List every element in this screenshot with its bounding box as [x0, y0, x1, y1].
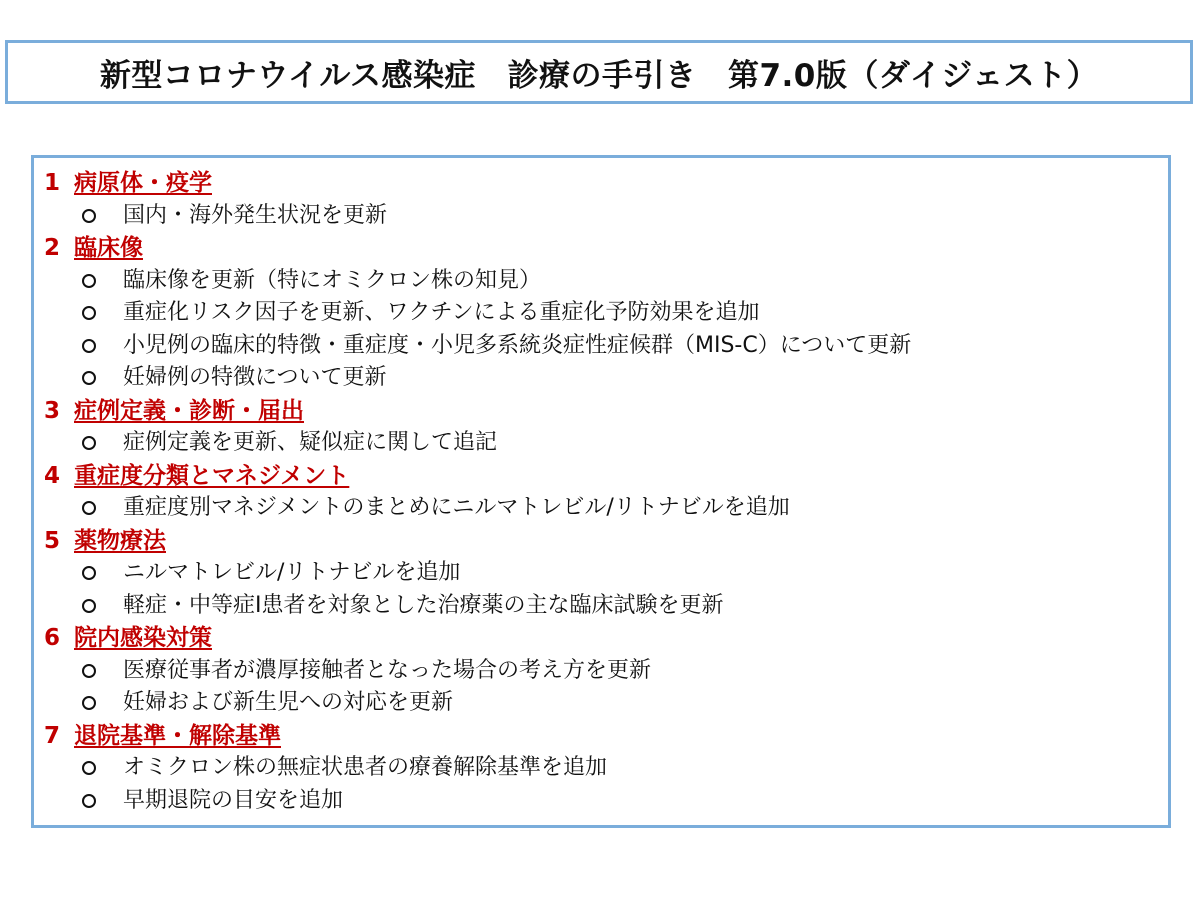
section-number: 2: [44, 235, 61, 261]
section-title: 重症度分類とマネジメント: [74, 462, 350, 489]
list-item: [44, 785, 1168, 818]
section-list: [44, 167, 1168, 817]
list-item-text: 国内・海外発生状況を更新: [123, 202, 388, 228]
circle-bullet-icon: [82, 209, 96, 223]
list-item-text: 臨床像を更新（特にオミクロン株の知見）: [123, 267, 542, 293]
list-item-text: 医療従事者が濃厚接触者となった場合の考え方を更新: [123, 657, 652, 683]
section-title: 症例定義・診断・届出: [74, 397, 304, 424]
section-heading: [44, 232, 1168, 265]
list-item: [44, 427, 1168, 460]
list-item-text: 重症化リスク因子を更新、ワクチンによる重症化予防効果を追加: [123, 300, 760, 325]
circle-bullet-icon: [82, 339, 96, 353]
list-item-text: 重症度別マネジメントのまとめにニルマトレビル/リトナビルを追加: [123, 495, 790, 520]
list-item-text: 妊婦および新生児への対応を更新: [123, 690, 454, 715]
title-box: [5, 40, 1193, 104]
section-heading-text: [44, 528, 166, 554]
section-title: 退院基準・解除基準: [74, 722, 281, 749]
section-4: [44, 460, 1168, 525]
section-heading: [44, 525, 1168, 558]
list-item-text: オミクロン株の無症状患者の療養解除基準を追加: [123, 755, 608, 780]
section-heading-text: [44, 723, 281, 749]
circle-bullet-icon: [82, 274, 96, 288]
section-heading: [44, 460, 1168, 493]
section-title: 院内感染対策: [74, 625, 212, 651]
section-title: 薬物療法: [74, 527, 166, 554]
circle-bullet-icon: [82, 501, 96, 515]
page-title: 新型コロナウイルス感染症 診療の手引き 第7.0版（ダイジェスト）: [99, 57, 1099, 94]
list-item-text: 小児例の臨床的特徴・重症度・小児多系統炎症性症候群（MIS-C）について更新: [123, 332, 912, 358]
circle-bullet-icon: [82, 371, 96, 385]
list-item: [44, 330, 1168, 363]
list-item-text: ニルマトレビル/リトナビルを追加: [123, 560, 461, 585]
section-number: 7: [44, 722, 61, 749]
circle-bullet-icon: [82, 306, 96, 320]
list-item: [44, 297, 1168, 330]
list-item: [44, 687, 1168, 720]
list-item: [44, 557, 1168, 590]
section-number: 3: [44, 397, 61, 424]
list-item-text: 軽症・中等症Ⅰ患者を対象とした治療薬の主な臨床試験を更新: [123, 592, 724, 618]
list-item: [44, 200, 1168, 233]
section-heading-text: [44, 235, 143, 261]
section-heading-text: [44, 463, 349, 489]
section-title: 臨床像: [74, 235, 143, 261]
section-1: [44, 167, 1168, 232]
update-summary-box: [31, 155, 1171, 828]
section-number: 6: [44, 625, 61, 651]
list-item: [44, 590, 1168, 623]
circle-bullet-icon: [82, 436, 96, 450]
circle-bullet-icon: [82, 566, 96, 580]
section-heading: [44, 395, 1168, 428]
section-heading-text: [44, 625, 212, 651]
section-heading-text: [44, 398, 304, 424]
section-heading: [44, 720, 1168, 753]
circle-bullet-icon: [82, 696, 96, 710]
section-7: [44, 720, 1168, 818]
list-item: [44, 492, 1168, 525]
circle-bullet-icon: [82, 761, 96, 775]
section-number: 1: [44, 170, 61, 196]
section-heading-text: [44, 170, 212, 196]
list-item: [44, 362, 1168, 395]
section-6: [44, 622, 1168, 720]
section-number: 5: [44, 527, 61, 554]
section-number: 4: [44, 462, 61, 489]
list-item: [44, 655, 1168, 688]
circle-bullet-icon: [82, 664, 96, 678]
section-heading: [44, 167, 1168, 200]
list-item: [44, 265, 1168, 298]
list-item-text: 妊婦例の特徴について更新: [123, 365, 387, 390]
section-5: [44, 525, 1168, 623]
circle-bullet-icon: [82, 794, 96, 808]
section-2: [44, 232, 1168, 395]
section-title: 病原体・疫学: [74, 170, 212, 196]
circle-bullet-icon: [82, 599, 96, 613]
list-item-text: 症例定義を更新、疑似症に関して追記: [123, 430, 498, 455]
list-item: [44, 752, 1168, 785]
section-heading: [44, 622, 1168, 655]
list-item-text: 早期退院の目安を追加: [123, 787, 344, 813]
section-3: [44, 395, 1168, 460]
